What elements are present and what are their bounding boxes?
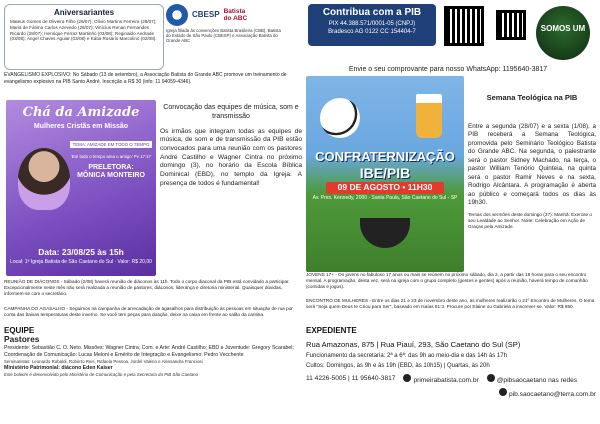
batista-abc-logo: Batista do ABC: [223, 7, 248, 22]
birthday-title: Aniversariantes: [53, 8, 115, 17]
convocacao-body: Os irmãos que integram todas as equipes de música, de som e de transmissão da PIB estão convocados para uma reunião com os pastores André Castilho e Wagner Cintra no próximo domingo (3), no horário da Escola Bíblica Dominical (EBD), no templo da Igreja. A presença de todos é fundamental!: [160, 127, 302, 187]
campanha-agasalho-notice: CAMPANHA DO AGASALHO - Seguimos na campanha de arrecadação de agasalhos para distribuição às pessoas em situação de rua por conta das baixas temperaturas deste inverno. Se você tem peças para doação, deixe na caixa em frente ao salão da cantina.: [4, 306, 293, 318]
contribution-bank: Bradesco AG 0122 CC 154404-7: [328, 29, 416, 36]
poster-preletora-label: PRELETORA:: [88, 164, 134, 172]
contribution-pix: PIX 44.388.571/0001-05 (CNPJ): [328, 20, 416, 27]
equipe-section: [4, 326, 300, 377]
semana-teologica-section: [468, 94, 596, 230]
birthday-list: Mateus Gomes de Oliveira Filho (28/07); Olívio Martins Ferreira (28/07); Maria de Fátima Carlos Azevedo (28/07); Vinícius Renan Fernandes Ricardo (28/07); Henrique Ferraz Martinho (03/08); Reginaldo Andrade (03/08); Angel Chaves Aguiar (03/08) e Kátia Rosário Marcolino (02/08).: [10, 19, 157, 42]
confraternizacao-poster: [306, 76, 464, 272]
confra-address: Av. Pres. Kennedy, 2000 - Santa Paula, São Caetano do Sul - SP: [312, 195, 458, 201]
confra-date: 09 DE AGOSTO • 11H30: [326, 182, 444, 194]
expediente-title: EXPEDIENTE: [306, 326, 357, 335]
pastores-title: Pastores: [4, 334, 40, 345]
poster-verse: 'Em todo o tempo ama o amigo' Pv 17:17: [70, 154, 152, 160]
cultos-schedule: Cultos: Domingos, às 9h e às 19h (EBD, às 10h15) | Quartas, às 20h: [306, 362, 490, 369]
grill-icon: [360, 218, 410, 248]
contribution-box: [308, 4, 436, 46]
email-link[interactable]: pib.saocaetano@terra.com.br: [499, 388, 596, 399]
poster-title: Chá da Amizade: [22, 105, 140, 120]
semana-notes: Temas dos sermões deste domingo (27): Manhã: Exercite o seu Lealdade ao Senhor. Noite: Celebração em Ação de Graças pela Amizade.: [468, 211, 593, 229]
poster-preletora-name: MÔNICA MONTEIRO: [77, 172, 145, 180]
semana-title: Semana Teológica na PIB: [486, 93, 578, 102]
website-link[interactable]: primeirabatista.com.br: [403, 374, 478, 385]
contacts-row: [306, 374, 596, 385]
confra-subtitle: IBE/PIB: [359, 165, 411, 181]
somos-um-badge: SOMOS UM: [536, 6, 590, 60]
logos-caption: Igreja filiada às convenções Batista Brasileira (CBB); Batista do Estado de São Paulo (CBESP) e Associação Batista do Grande ABC: [166, 28, 281, 44]
contribution-title: Contribua com a PIB: [322, 7, 422, 18]
confra-title: CONFRATERNIZAÇÃO: [315, 149, 455, 164]
convocacao-title: Convocação das equipes de música, som e transmissão: [163, 104, 299, 120]
boletim-credit: Este boletim é desenvolvido pelo Ministério de Comunicação e pela Secretaria da PIB São Caetano: [4, 371, 199, 377]
poster-theme: TEMA: AMIZADE EM TODO O TEMPO: [70, 141, 153, 148]
cha-amizade-poster: [6, 100, 156, 276]
jovens-notice: JOVENS 17+ - Os jovens no fabuloso 17 anos ou mais se reúnem no próximo sábado, dia 2, a partir das 18 horas para o seu encontro mensal. A programação, desta vez, será na igreja com o grupo completo (gentes e gentes) após a reunião, haverá tempo de comunhão (comidas e jogos).: [306, 272, 588, 290]
evangelismo-notice: EVANGELISMO EXPLOSIVO: No Sábado (13 de setembro), a Associação Batista do Grande ABC promove um treinamento de evangelismo explosivo na PIB Santo André. Inscrição a R$ 30 (info: 11 94059-4346).: [4, 72, 287, 85]
poster-subtitle: Mulheres Cristãs em Missão: [33, 122, 129, 130]
phone-numbers: 11 4226-5005 | 11 95640-3817: [306, 375, 396, 383]
convocacao-section: [160, 104, 302, 188]
speaker-photo: [18, 148, 70, 210]
email-row: [306, 388, 596, 399]
pastores-list: Presidente: Sebastião C. O. Neto. Missões: Wagner Cintra; Com. e Arte: André Castilho; EBD e Juventude: Gregory Scarabel; Coordenação de Comunicação: Lucas Meloni e Emérito de Integração e Evangelismo: Pedro Vecchente: [4, 344, 294, 358]
qr-code-icon[interactable]: [444, 6, 484, 46]
email-icon: [499, 388, 507, 396]
reuniao-diaconos-notice: REUNIÃO DE DIÁCONOS - Sábado (2/08) haverá reunião de diáconos às 11h. Todo o corpo diaconal da PIB está convidado a participar. Excepcionalmente neste mês não será realizada a reunião de pastores, diáconos, liderança e diretoria ministerial. Quaisquer dúvidas, informem-se com o secretário.: [4, 279, 290, 297]
social-handle[interactable]: @pibsaocaetano nas redes: [487, 374, 577, 385]
qr-code-small-icon[interactable]: [496, 10, 526, 40]
whatsapp-line: Envie o seu comprovante para nosso WhatsApp: 1195640-3817: [348, 66, 548, 73]
poster-location: Local: 1ª Igreja Batista de São Caetano do Sul · Valor: R$ 20,00: [10, 259, 152, 265]
drink-glass-icon: [416, 94, 442, 138]
ministerio-patrimonial: Ministério Patrimonial: diácono Eden Kaiser: [4, 364, 113, 371]
globe-icon: [403, 374, 411, 382]
semana-body: Entre a segunda (28/07) e a sexta (1/08), a PIB receberá a Semana Teológica, promovida pelo Seminário Teológico Batista do Grande ABC. Na segunda, o palestrante será o pastor Sidney Machado, na terça, o pastor William Tenório Quinteia, na quinta será o pastor Ramir Neves e na sexta, Rodrigo Alcântara. A programação é aberta ao público e começará todos os dias às 19h30.: [468, 122, 596, 207]
cbb-logo-icon: [166, 4, 188, 26]
instagram-icon: [487, 374, 495, 382]
secretaria-hours: Funcionamento da secretaria: 2ª a 6ª: das 9h ao meio-dia e das 14h às 17h: [306, 352, 507, 359]
poster-date: Data: 23/08/25 às 15h: [38, 247, 124, 257]
cbesp-logo: CBESP: [192, 10, 220, 20]
seminaristas-list: Seminaristas: Leonardo Robaldi, Roberto Reis, Rafaela Pessoa, Jordel Valério e Alessandra Franciosi: [4, 358, 203, 364]
equipe-title: EQUIPE: [4, 326, 35, 335]
church-logos: [166, 4, 284, 70]
encontro-mulheres-notice: ENCONTRO DE MULHERES - Entre os dias 21 e 23 de novembro deste ano, as mulheres realizarão o 21º Encontro de Mulheres. O tema será "Seja quem Deus te Criou para Ser", baseado em Isaías 61:3. Procure por Elaine ou Gabriela a inscrever-se. Valor: R$ 850.: [306, 298, 595, 310]
church-address: Rua Amazonas, 875 | Rua Piauí, 293, São Caetano do Sul (SP): [306, 340, 521, 350]
birthday-box: [4, 4, 164, 70]
expediente-section: [306, 326, 596, 399]
soccer-ball-icon: [320, 98, 360, 138]
